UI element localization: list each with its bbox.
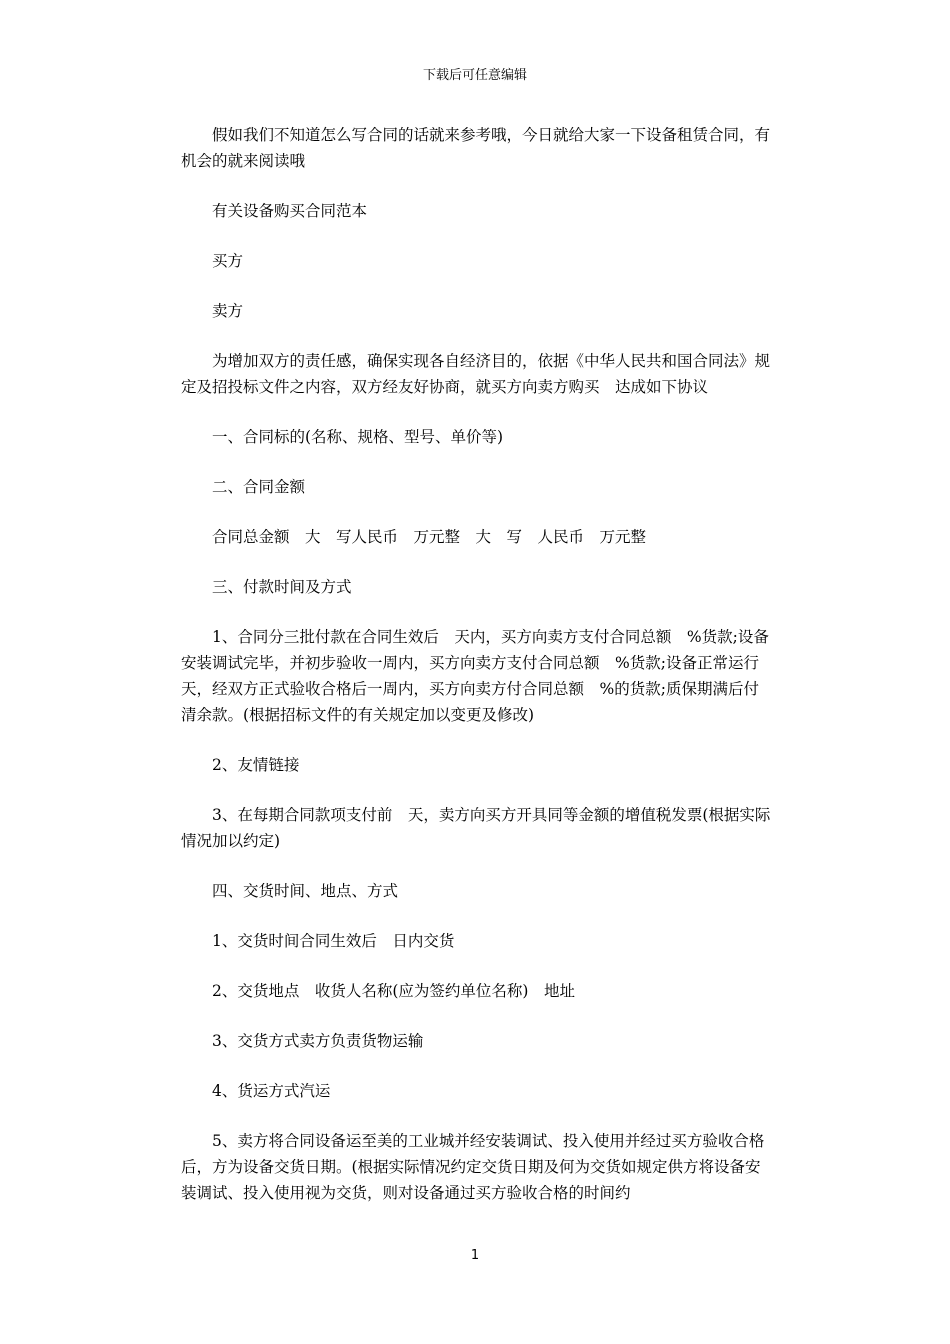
paragraph: 1、交货时间合同生效后 日内交货 <box>212 932 455 950</box>
document-body <box>181 122 775 1206</box>
paragraph: 买方 <box>212 252 244 270</box>
paragraph: 四、交货时间、地点、方式 <box>212 882 399 900</box>
paragraph: 卖方 <box>212 302 244 320</box>
paragraph: 4、货运方式汽运 <box>212 1082 331 1100</box>
paragraph: 5、卖方将合同设备运至美的工业城并经安装调试、投入使用并经过买方验收合格后，方为设备交货日期。(根据实际情况约定交货日期及何为交货如规定供方将设备安装调试、投入使用视为交货，则对设备通过买方验收合格的时间约 <box>181 1132 765 1202</box>
paragraph: 2、友情链接 <box>212 756 300 774</box>
paragraph: 合同总金额 大 写人民币 万元整 大 写 人民币 万元整 <box>212 528 647 546</box>
paragraph: 一、合同标的(名称、规格、型号、单价等) <box>212 428 504 446</box>
page-number: 1 <box>470 1248 480 1263</box>
paragraph: 三、付款时间及方式 <box>212 578 352 596</box>
paragraph: 1、合同分三批付款在合同生效后 天内，买方向卖方支付合同总额 %货款;设备安装调试完毕，并初步验收一周内，买方向卖方支付合同总额 %货款;设备正常运行 天，经双方正式验收合格后一周内，买方向卖方付合同总额 %的货款;质保期满后付清余款。(根据招标文件的有关规定加以变更及修改) <box>181 628 775 724</box>
paragraph: 3、交货方式卖方负责货物运输 <box>212 1032 424 1050</box>
page-header: 下载后可任意编辑 <box>422 68 527 83</box>
paragraph: 二、合同金额 <box>212 478 306 496</box>
paragraph: 有关设备购买合同范本 <box>212 202 368 220</box>
paragraph: 3、在每期合同款项支付前 天，卖方向买方开具同等金额的增值税发票(根据实际情况加以约定) <box>181 806 771 850</box>
paragraph: 2、交货地点 收货人名称(应为签约单位名称) 地址 <box>212 982 575 1000</box>
paragraph: 假如我们不知道怎么写合同的话就来参考哦，今日就给大家一下设备租赁合同，有机会的就来阅读哦 <box>181 126 771 170</box>
paragraph: 为增加双方的责任感，确保实现各自经济目的，依据《中华人民共和国合同法》规定及招投标文件之内容，双方经友好协商，就买方向卖方购买 达成如下协议 <box>181 352 771 396</box>
